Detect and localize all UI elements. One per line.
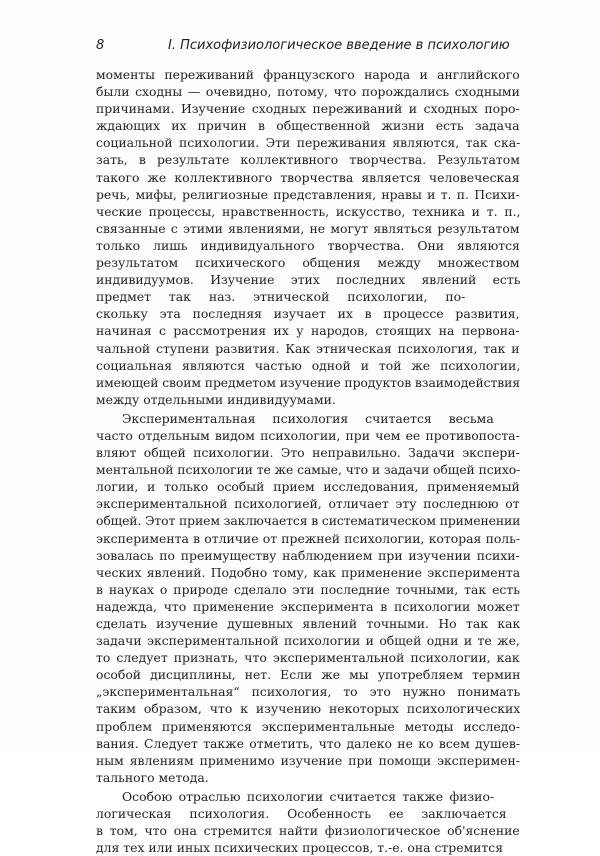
text-line: часто отдельным видом психологии, при чем ее противопоста- <box>96 427 520 443</box>
text-line: для тех или иных психических процессов, т.-е. она стремится <box>96 840 504 856</box>
page-number: 8 <box>96 38 105 53</box>
text-line: такого же коллективного творчества является человеческая <box>96 169 520 185</box>
text-line: индивидуумов. Изучение этих последних явлений есть <box>96 272 520 288</box>
paragraph-social-psychology <box>96 66 520 408</box>
text-line: логии, и только особый прием исследования, применяемый <box>96 479 520 495</box>
text-line: зать, в результате коллективного творчества. Результатом <box>96 152 520 168</box>
text-line: между отдельными индивидуумами. <box>96 391 336 407</box>
text-line: эксперимента в отличие от прежней психологии, которая поль- <box>96 530 520 546</box>
text-line: ментальной психологии те же самые, что и задачи общей психо- <box>96 462 520 478</box>
text-line: зовалась по преимуществу наблюдением при изучении психи- <box>96 547 520 563</box>
text-line: Особою отраслью психологии считается также физио- <box>122 788 495 804</box>
text-line: чальной ступени развития. Как этническая психология, так и <box>96 340 520 356</box>
text-line: задачи экспериментальной психологии и общей одни и те же, <box>96 633 520 649</box>
text-line: ческие процессы, нравственность, искусство, техника и т. п., <box>96 203 520 219</box>
text-line: начиная с рассмотрения их у народов, стоящих на первона- <box>96 323 520 339</box>
text-line: имеющей своим предметом изучение продуктов взаимодействия <box>96 374 520 390</box>
text-line: проблем применяются экспериментальные методы исследо- <box>96 718 520 734</box>
text-line: моменты переживаний французского народа и английского <box>96 67 520 82</box>
text-line: только лишь индивидуального творчества. Они являются <box>96 237 520 253</box>
text-line: экспериментальной психологией, отличает эту последнюю от <box>96 496 520 512</box>
running-head <box>96 38 526 53</box>
text-line: результатом психического общения между множеством <box>96 255 520 271</box>
text-line: надежда, что применение эксперимента в психологии может <box>96 598 520 614</box>
text-line: сделать изучение душевных явлений точными. Но так как <box>96 616 520 631</box>
text-line: „экспериментальная“ психология, то это нужно понимать <box>96 684 520 700</box>
text-line: логическая психология. Особенность ее заключается <box>96 806 507 822</box>
paragraph-experimental-psychology <box>96 410 520 786</box>
chapter-title: I. Психофизиологическое введение в психологию <box>168 38 510 53</box>
body-text <box>96 66 520 856</box>
text-line: общей. Этот прием заключается в систематическом применении <box>96 513 520 529</box>
text-line: в науках о природе сделало эти последние точными, так есть <box>96 581 520 597</box>
text-line: особой дисциплины, нет. Если же мы употребляем термин <box>96 667 520 683</box>
text-line: таким образом, что к изучению некоторых психологических <box>96 701 520 717</box>
text-line: в том, что она стремится найти физиологическое об'яснение <box>96 823 520 839</box>
text-line: скольку эта последняя изучает их в процессе развития, <box>96 306 520 322</box>
text-line: ным явлениям применимо изучение при помощи эксперимен- <box>96 752 520 768</box>
text-line: тального метода. <box>96 769 209 785</box>
text-line: предмет так наз. этнической психологии, по- <box>96 289 466 305</box>
text-line: ческих явлений. Подобно тому, как применение эксперимента <box>96 564 520 580</box>
text-line: связанные с этими явлениями, не могут являться результатом <box>96 220 520 236</box>
text-line: Экспериментальная психология считается весьма <box>122 410 494 426</box>
text-line: то следует признать, что экспериментальной психологии, как <box>96 650 520 666</box>
text-line: вляют общей психологии. Это неправильно. Задачи экспери- <box>96 445 520 461</box>
text-line: вания. Следует также отметить, что далеко не ко всем душев- <box>96 735 520 751</box>
text-line: социальной психологии. Эти переживания являются, так ска- <box>96 135 520 151</box>
text-line: социальная являются частью одной и той же психологии, <box>96 357 520 373</box>
paragraph-physiological-psychology <box>96 788 520 856</box>
text-line: были сходны — очевидно, потому, что порождались сходными <box>96 84 520 100</box>
text-line: речь, мифы, религиозные представления, нравы и т. п. Психи- <box>96 186 520 202</box>
text-line: ждающих их причин в общественной жизни есть задача <box>96 118 520 134</box>
text-line: причинами. Изучение сходных переживаний и сходных порo- <box>96 101 520 117</box>
